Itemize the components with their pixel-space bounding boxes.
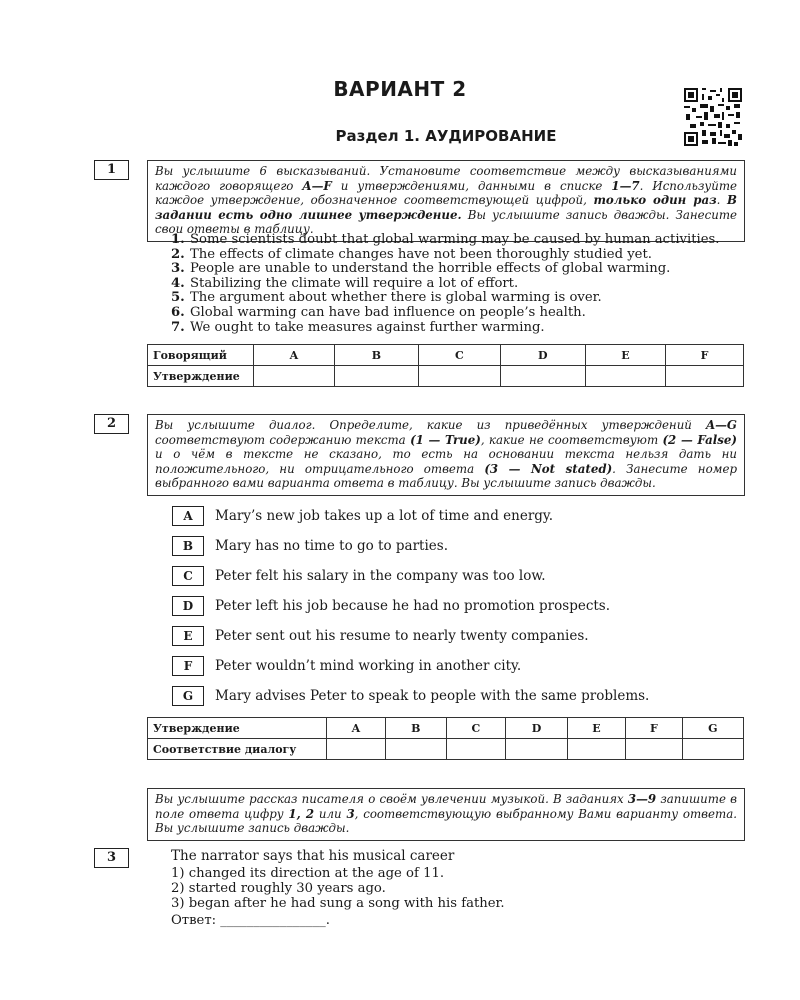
option-letter-box: B	[172, 536, 204, 556]
option-letter-box: D	[172, 596, 204, 616]
table-row	[148, 345, 744, 366]
table-row	[148, 739, 744, 760]
answer-cell[interactable]	[334, 366, 418, 387]
table-header-cell: E	[567, 718, 625, 739]
table-row-label: Соответствие диалогу	[148, 739, 327, 760]
tasks-3-9-instruction: Вы услышите рассказ писателя о своём увлечении музыкой. В заданиях 3—9 запишите в поле ответа цифру 1, 2 или 3, соответствующую выбранному Вами варианту ответа. Вы услышите запись дважды.	[147, 788, 745, 841]
table-header-cell: C	[418, 345, 500, 366]
option-letter-box: G	[172, 686, 204, 706]
variant-title: ВАРИАНТ 2	[333, 77, 467, 101]
list-item: 6. Global warming can have bad influence on people’s health.	[171, 304, 586, 320]
list-item: 4. Stabilizing the climate will require a lot of effort.	[171, 275, 519, 291]
qr-code-icon	[684, 88, 742, 146]
table-row	[148, 718, 744, 739]
option-text: Mary advises Peter to speak to people with the same problems.	[215, 688, 650, 704]
option-letter-box: F	[172, 656, 204, 676]
option-text: Peter wouldn’t mind working in another city.	[215, 658, 522, 674]
table-header-cell: C	[446, 718, 505, 739]
task3-answer-1: 1) changed its direction at the age of 11.	[171, 866, 445, 881]
task-number-2: 2	[94, 414, 129, 434]
option-letter-box: C	[172, 566, 204, 586]
answer-cell[interactable]	[666, 366, 744, 387]
task1-statement-list	[171, 233, 720, 335]
list-item: 7. We ought to take measures against further warming.	[171, 319, 545, 335]
answer-cell[interactable]	[446, 739, 505, 760]
task-number-3: 3	[94, 848, 129, 868]
task3-question: The narrator says that his musical career	[171, 848, 455, 864]
list-item: 2. The effects of climate changes have not been thoroughly studied yet.	[171, 246, 652, 262]
option-text: Mary has no time to go to parties.	[215, 538, 448, 554]
task3-answer-2: 2) started roughly 30 years ago.	[171, 881, 386, 896]
section-title: Раздел 1. АУДИРОВАНИЕ	[335, 127, 557, 145]
answer-cell[interactable]	[327, 739, 386, 760]
table-header-cell: A	[327, 718, 386, 739]
option-letter-box: E	[172, 626, 204, 646]
task-number-1: 1	[94, 160, 129, 180]
table-row-label: Утверждение	[148, 366, 254, 387]
list-item: 3. People are unable to understand the horrible effects of global warming.	[171, 261, 671, 277]
task1-answer-table	[147, 344, 744, 387]
option-text: Peter left his job because he had no promotion prospects.	[215, 598, 611, 614]
table-header-cell: G	[682, 718, 743, 739]
option-text: Peter felt his salary in the company was too low.	[215, 568, 546, 584]
option-text: Mary’s new job takes up a lot of time and energy.	[215, 508, 554, 524]
task2-instruction: Вы услышите диалог. Определите, какие из приведённых утверждений A—G соответствуют содержанию текста (1 — True), какие не соответствуют (2 — False) и о чём в тексте не сказано, то есть на основании текста нельзя дать ни положительного, ни отрицательного ответа (3 — Not stated). Занесите номер выбранного вами варианта ответа в таблицу. Вы услышите запись дважды.	[147, 414, 745, 496]
task2-answer-table	[147, 717, 744, 760]
table-header-cell: A	[254, 345, 335, 366]
table-header-cell: E	[585, 345, 665, 366]
answer-cell[interactable]	[385, 739, 446, 760]
table-header-cell: D	[506, 718, 568, 739]
table-header-cell: F	[666, 345, 744, 366]
task3-answer-3: 3) began after he had sung a song with his father.	[171, 896, 505, 911]
task1-instruction: Вы услышите 6 высказываний. Установите соответствие между высказываниями каждого говорящего A—F и утверждениями, данными в списке 1—7. Используйте каждое утверждение, обозначенное соответствующей цифрой, только один раз. В задании есть одно лишнее утверждение. Вы услышите запись дважды. Занесите свои ответы в таблицу.	[147, 160, 745, 242]
answer-cell[interactable]	[682, 739, 743, 760]
task3-answer-field[interactable]: Ответ: ________________.	[171, 913, 330, 928]
list-item: 5. The argument about whether there is global warming is over.	[171, 290, 602, 306]
answer-cell[interactable]	[626, 739, 683, 760]
answer-cell[interactable]	[254, 366, 335, 387]
answer-cell[interactable]	[567, 739, 625, 760]
table-header-cell: Утверждение	[148, 718, 327, 739]
table-header-cell: F	[626, 718, 683, 739]
table-header-cell: Говорящий	[148, 345, 254, 366]
option-text: Peter sent out his resume to nearly twenty companies.	[215, 628, 589, 644]
table-header-cell: D	[500, 345, 585, 366]
table-header-cell: B	[334, 345, 418, 366]
option-letter-box: A	[172, 506, 204, 526]
table-row	[148, 366, 744, 387]
answer-cell[interactable]	[585, 366, 665, 387]
table-header-cell: B	[385, 718, 446, 739]
answer-cell[interactable]	[500, 366, 585, 387]
list-item: 1. Some scientists doubt that global warming may be caused by human activities.	[171, 232, 720, 247]
answer-cell[interactable]	[418, 366, 500, 387]
answer-cell[interactable]	[506, 739, 568, 760]
